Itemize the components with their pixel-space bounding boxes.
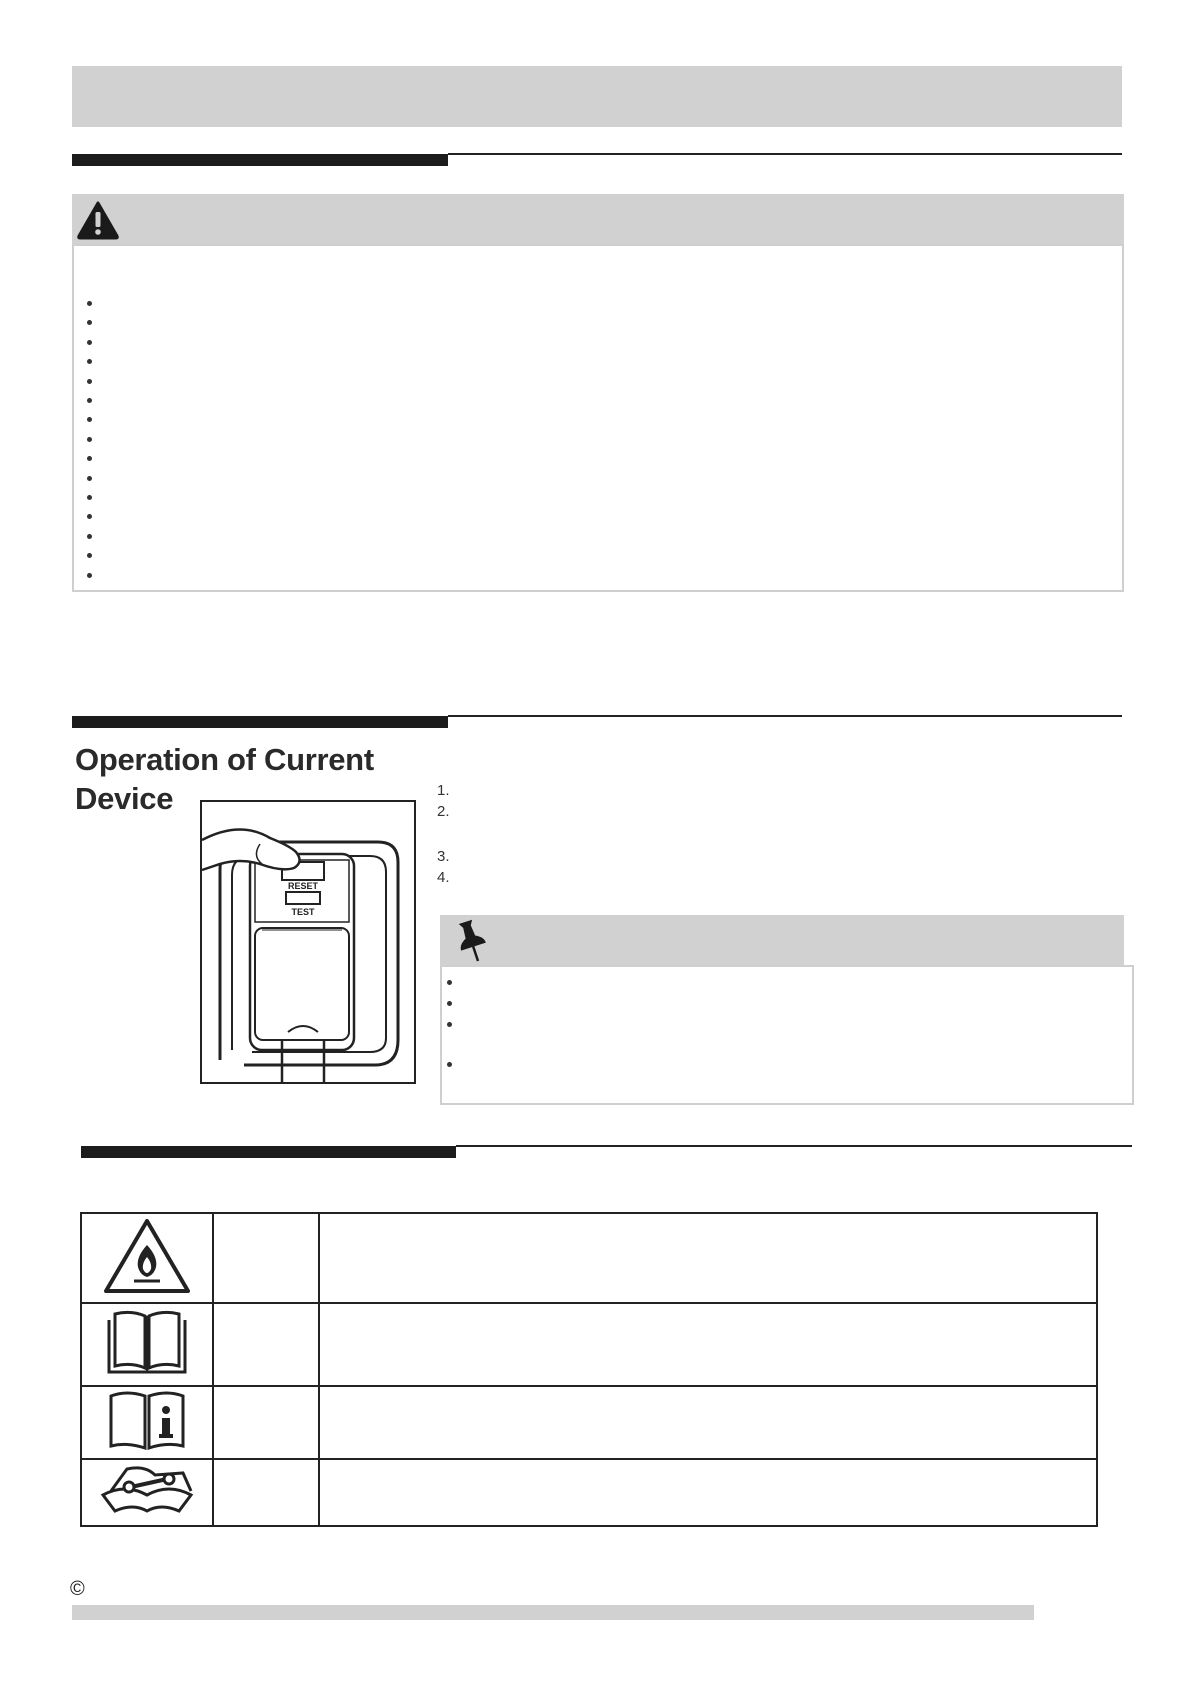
step-number: 4. <box>437 869 450 886</box>
bullet-marker <box>87 534 92 539</box>
bullet-marker <box>87 495 92 500</box>
note-body <box>440 965 1134 1105</box>
bullet-marker <box>87 379 92 384</box>
section-divider-thick <box>81 1146 456 1158</box>
flammable-warning-icon <box>102 1217 192 1295</box>
header-band <box>72 66 1122 127</box>
warning-header <box>72 194 1124 244</box>
note-bullet-marker <box>447 1062 452 1067</box>
symbol-description-cell <box>319 1213 1097 1303</box>
symbol-name-cell <box>213 1213 319 1303</box>
table-row <box>81 1303 1097 1386</box>
symbol-cell <box>81 1386 213 1459</box>
step-number: 2. <box>437 803 450 820</box>
table-row <box>81 1213 1097 1303</box>
note-bullet-marker <box>447 1022 452 1027</box>
note-bullet-marker <box>447 980 452 985</box>
symbol-description-cell <box>319 1303 1097 1386</box>
section-divider-thin <box>448 153 1122 155</box>
section-title-line-2: Device <box>75 781 174 816</box>
section-title-line-1: Operation of Current <box>75 742 374 777</box>
open-manual-icon <box>105 1306 189 1378</box>
bullet-marker <box>87 301 92 306</box>
manual-info-icon <box>105 1388 189 1452</box>
step-number: 3. <box>437 848 450 865</box>
rcd-device-illustration <box>200 800 416 1084</box>
section-divider-thin <box>456 1145 1132 1147</box>
symbol-name-cell <box>213 1459 319 1526</box>
bullet-marker <box>87 398 92 403</box>
step-number: 1. <box>437 782 450 799</box>
symbol-cell <box>81 1459 213 1526</box>
symbol-cell <box>81 1303 213 1386</box>
symbol-cell <box>81 1213 213 1303</box>
test-label: TEST <box>291 907 315 917</box>
warning-body <box>72 244 1124 592</box>
symbol-name-cell <box>213 1303 319 1386</box>
symbols-table <box>80 1212 1098 1527</box>
note-bullet-marker <box>447 1001 452 1006</box>
bullet-marker <box>87 476 92 481</box>
reset-label: RESET <box>287 881 319 891</box>
warning-triangle-icon <box>76 200 120 240</box>
section-divider-thick <box>72 716 448 728</box>
symbol-name-cell <box>213 1386 319 1459</box>
table-row <box>81 1459 1097 1526</box>
bullet-marker <box>87 340 92 345</box>
service-manual-wrench-icon <box>97 1465 197 1515</box>
note-header <box>440 915 1124 965</box>
bullet-marker <box>87 573 92 578</box>
section-divider-thin <box>448 715 1122 717</box>
table-row <box>81 1386 1097 1459</box>
bullet-marker <box>87 437 92 442</box>
symbol-description-cell <box>319 1459 1097 1526</box>
pushpin-icon <box>455 917 489 963</box>
footer-band <box>72 1605 1034 1620</box>
section-divider-thick <box>72 154 448 166</box>
copyright-symbol: © <box>70 1578 85 1600</box>
symbol-description-cell <box>319 1386 1097 1459</box>
